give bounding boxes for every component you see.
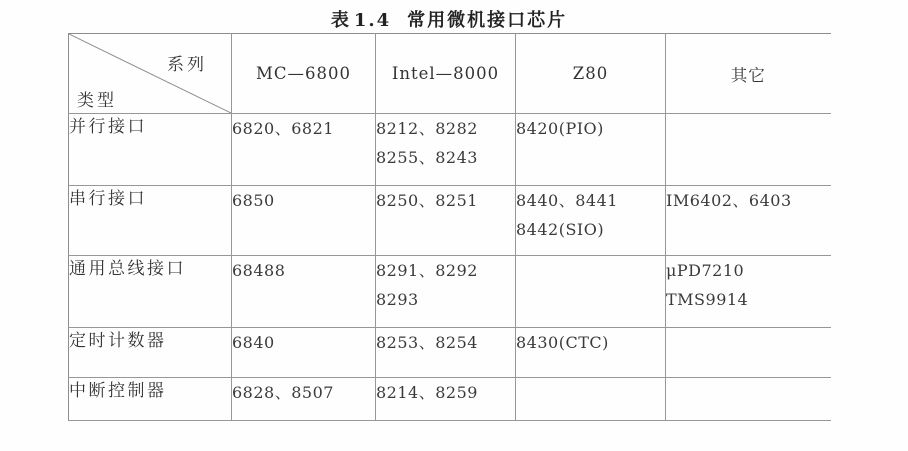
chip-value: 8442(SIO) xyxy=(516,220,605,239)
table-caption-prefix: 表 xyxy=(330,10,350,31)
chip-cell xyxy=(376,378,516,421)
table-caption xyxy=(68,6,830,32)
chip-value: 8214、8259 xyxy=(376,383,478,402)
chip-cell xyxy=(666,328,831,378)
table-caption-text: 常用微机接口芯片 xyxy=(407,10,568,31)
chip-value: 8212、8282 xyxy=(376,119,478,138)
chip-cell xyxy=(666,114,831,186)
chip-cell xyxy=(376,256,516,328)
chip-cell xyxy=(232,256,376,328)
chip-value: μPD7210 xyxy=(666,261,745,280)
header-row xyxy=(69,34,831,114)
chip-value: 8291、8292 xyxy=(376,261,478,280)
chip-cell xyxy=(232,186,376,256)
chip-cell xyxy=(516,328,666,378)
chip-cell xyxy=(376,328,516,378)
row-type-label: 中断控制器 xyxy=(69,378,232,421)
chip-value: 68488 xyxy=(232,261,286,280)
chip-value: 6840 xyxy=(232,333,275,352)
chip-value: 8430(CTC) xyxy=(516,333,609,352)
chip-value: 6828、8507 xyxy=(232,383,334,402)
chip-cell xyxy=(232,378,376,421)
chip-cell xyxy=(376,186,516,256)
chip-value: 6850 xyxy=(232,191,275,210)
row-type-label: 串行接口 xyxy=(69,186,232,256)
table-row xyxy=(69,114,831,186)
column-header-mc6800: MC—6800 xyxy=(232,34,376,114)
corner-series-label: 系列 xyxy=(167,55,207,75)
chip-value: IM6402、6403 xyxy=(666,191,792,210)
chip-cell xyxy=(516,114,666,186)
chip-value: 8420(PIO) xyxy=(516,119,604,138)
table-row xyxy=(69,378,831,421)
chip-cell xyxy=(516,378,666,421)
table-row xyxy=(69,186,831,256)
row-type-label: 通用总线接口 xyxy=(69,256,232,328)
interface-chips-table xyxy=(68,33,831,421)
chip-value: 8440、8441 xyxy=(516,191,618,210)
chip-cell xyxy=(516,186,666,256)
chip-cell xyxy=(376,114,516,186)
chip-value: 8253、8254 xyxy=(376,333,478,352)
table-row xyxy=(69,328,831,378)
chip-value: 8293 xyxy=(376,290,419,309)
column-header-z80: Z80 xyxy=(516,34,666,114)
chip-value: 6820、6821 xyxy=(232,119,334,138)
diagonal-corner-cell xyxy=(69,34,232,114)
chip-value: 8250、8251 xyxy=(376,191,478,210)
table-caption-number: 1.4 xyxy=(353,10,392,31)
row-type-label: 并行接口 xyxy=(69,114,232,186)
chip-cell xyxy=(232,328,376,378)
table-body xyxy=(69,114,831,421)
chip-value: 8255、8243 xyxy=(376,148,478,167)
chip-value: TMS9914 xyxy=(666,290,749,309)
chip-cell xyxy=(666,186,831,256)
corner-type-label: 类型 xyxy=(77,91,117,111)
chip-cell xyxy=(666,256,831,328)
chip-cell xyxy=(666,378,831,421)
chip-cell xyxy=(232,114,376,186)
row-type-label: 定时计数器 xyxy=(69,328,232,378)
table-row xyxy=(69,256,831,328)
chip-cell xyxy=(516,256,666,328)
column-header-other: 其它 xyxy=(666,34,831,114)
column-header-intel8000: Intel—8000 xyxy=(376,34,516,114)
